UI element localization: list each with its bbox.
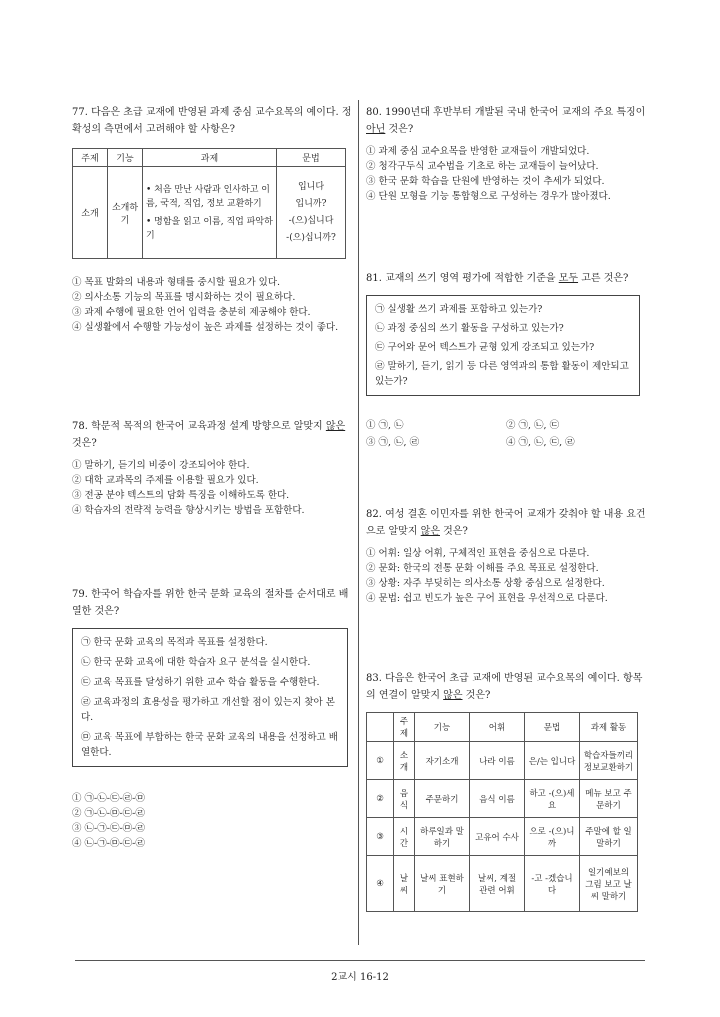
q82-options xyxy=(366,546,646,606)
stem-text: 것은? xyxy=(72,438,97,449)
box-item: ㉣ 말하기, 듣기, 읽기 등 다른 영역과의 통합 활동이 제안되고 있는가? xyxy=(375,361,629,387)
question-83 xyxy=(366,670,646,912)
table-header: 기능 xyxy=(108,149,143,167)
grammar-item: -(으)십니까? xyxy=(286,232,336,243)
answer-option[interactable]: ④ 학습자의 전략적 능력을 향상시키는 방법을 포함한다. xyxy=(72,505,305,516)
footer-divider xyxy=(75,960,645,961)
q79-options xyxy=(72,791,352,851)
table-row xyxy=(367,780,638,818)
table-row xyxy=(367,856,638,912)
stem-text: 78. 학문적 목적의 한국어 교육과정 설계 방향으로 알맞지 xyxy=(72,421,326,432)
table-cell: 으로 -(으)니까 xyxy=(525,818,580,856)
stem-text: 고른 것은? xyxy=(578,273,629,284)
answer-option[interactable]: ③ ㉡-㉠-㉢-㉤-㉣ xyxy=(72,823,145,834)
q81-criteria-box xyxy=(366,295,640,396)
answer-option[interactable]: ① ㉠, ㉡ xyxy=(366,420,404,431)
table-header: 문법 xyxy=(525,713,580,742)
task-item: • 처음 만난 사람과 인사하고 이름, 국적, 직업, 정보 교환하기 xyxy=(146,184,270,209)
grammar-item: 입니까? xyxy=(295,198,327,209)
table-cell: 은/는 입니다 xyxy=(525,742,580,780)
question-82 xyxy=(366,506,646,606)
question-77-stem: 77. 다음은 초급 교재에 반영된 과제 중심 교수요목의 예이다. 정확성의 측면에서 고려해야 할 사항은? xyxy=(72,107,352,135)
stem-text: 것은? xyxy=(440,526,468,537)
table-row xyxy=(367,742,638,780)
stem-emphasis: 않은 xyxy=(325,421,346,432)
q77-options xyxy=(72,275,352,335)
table-cell[interactable]: ① xyxy=(367,742,394,780)
stem-text: 80. 1990년대 후반부터 개발된 국내 한국어 교재의 주요 특징이 xyxy=(366,107,646,118)
table-cell: 소개하기 xyxy=(108,167,143,259)
answer-option[interactable]: ③ 전공 분야 텍스트의 담화 특징을 이해하도록 한다. xyxy=(72,490,290,501)
stem-emphasis: 아닌 xyxy=(366,124,386,135)
question-79-stem: 79. 한국어 학습자를 위한 한국 문화 교육의 절차를 순서대로 배열한 것은? xyxy=(72,589,349,617)
answer-option[interactable]: ④ 문법: 쉽고 빈도가 높은 구어 표현을 우선적으로 다룬다. xyxy=(366,593,608,604)
table-cell[interactable]: ② xyxy=(367,780,394,818)
table-cell: 고유어 수사 xyxy=(470,818,525,856)
table-header: 문법 xyxy=(277,149,346,167)
box-item: ㉠ 한국 문화 교육의 목적과 목표를 설정한다. xyxy=(81,637,268,648)
box-item: ㉡ 한국 문화 교육에 대한 학습자 요구 분석을 실시한다. xyxy=(81,657,311,668)
table-cell xyxy=(143,167,277,259)
table-header: 주제 xyxy=(73,149,108,167)
answer-option[interactable]: ④ 단원 모형을 기능 통합형으로 구성하는 경우가 많아졌다. xyxy=(366,191,611,202)
answer-option[interactable]: ③ 과제 수행에 필요한 언어 입력을 충분히 제공해야 한다. xyxy=(72,307,311,318)
stem-text: 것은? xyxy=(385,124,414,135)
q80-options xyxy=(366,144,646,204)
table-cell: 자기소개 xyxy=(415,742,470,780)
table-header: 어휘 xyxy=(470,713,525,742)
question-81-stem xyxy=(366,270,646,287)
left-column xyxy=(72,104,352,849)
answer-option[interactable]: ④ ㉠, ㉡, ㉢, ㉣ xyxy=(506,437,575,448)
table-row xyxy=(367,818,638,856)
question-79 xyxy=(72,586,352,851)
table-cell[interactable]: ④ xyxy=(367,856,394,912)
q78-options xyxy=(72,458,352,518)
table-cell: 날씨 xyxy=(394,856,415,912)
answer-option[interactable]: ② 대학 교과목의 주제를 이용할 필요가 있다. xyxy=(72,475,259,486)
stem-emphasis: 모두 xyxy=(558,273,579,284)
answer-option[interactable]: ① 과제 중심 교수요목을 반영한 교재들이 개발되었다. xyxy=(366,146,590,157)
box-item: ㉠ 실생활 쓰기 과제를 포함하고 있는가? xyxy=(375,304,543,315)
box-item: ㉤ 교육 목표에 부합하는 한국 문화 교육의 내용을 선정하고 배열한다. xyxy=(81,732,338,758)
answer-option[interactable]: ③ 상황: 자주 부딪히는 의사소통 상황 중심으로 설정한다. xyxy=(366,578,605,589)
question-80 xyxy=(366,104,646,204)
table-header: 주제 xyxy=(394,713,415,742)
table-cell: 날씨 표현하기 xyxy=(415,856,470,912)
box-item: ㉢ 구어와 문어 텍스트가 균형 있게 강조되고 있는가? xyxy=(375,342,595,353)
question-82-stem xyxy=(366,506,646,540)
question-78-stem xyxy=(72,418,352,452)
table-cell: -고 -겠습니다 xyxy=(525,856,580,912)
table-cell: 메뉴 보고 주문하기 xyxy=(580,780,638,818)
stem-emphasis: 않은 xyxy=(420,526,440,537)
answer-option[interactable]: ④ 실생활에서 수행할 가능성이 높은 과제를 설정하는 것이 좋다. xyxy=(72,322,339,333)
q79-steps-box xyxy=(72,628,348,767)
right-column xyxy=(366,104,646,902)
table-header: 기능 xyxy=(415,713,470,742)
answer-option[interactable]: ② 청각구두식 교수법을 기초로 하는 교재들이 늘어났다. xyxy=(366,161,599,172)
answer-option[interactable]: ② ㉠, ㉡, ㉢ xyxy=(506,420,560,431)
table-header: 과제 xyxy=(143,149,277,167)
answer-option[interactable]: ③ 한국 문화 학습을 단원에 반영하는 것이 추세가 되었다. xyxy=(366,176,605,187)
table-header: 과제 활동 xyxy=(580,713,638,742)
page-footer: 2교시 16-12 xyxy=(331,972,389,983)
q77-syllabus-table xyxy=(72,148,346,259)
stem-emphasis: 않은 xyxy=(443,690,463,701)
answer-option[interactable]: ④ ㉡-㉠-㉤-㉢-㉣ xyxy=(72,838,145,849)
stem-text: 것은? xyxy=(462,690,491,701)
table-cell: 나라 이름 xyxy=(470,742,525,780)
table-cell: 날씨, 계절 관련 어휘 xyxy=(470,856,525,912)
table-cell: 하루일과 말하기 xyxy=(415,818,470,856)
question-78 xyxy=(72,418,352,518)
stem-text: 81. 교재의 쓰기 영역 평가에 적합한 기준을 xyxy=(366,273,559,284)
stem-text: 82. 여성 결혼 이민자를 위한 한국어 교재가 갖춰야 할 내용 요건으로 알맞지 xyxy=(366,509,646,537)
column-divider xyxy=(358,100,359,945)
question-83-stem xyxy=(366,670,646,704)
box-item: ㉡ 과정 중심의 쓰기 활동을 구성하고 있는가? xyxy=(375,323,564,334)
answer-option[interactable]: ② 문화: 한국의 전통 문화 이해를 주요 목표로 설정한다. xyxy=(366,563,599,574)
table-cell: 학습자들끼리 정보교환하기 xyxy=(580,742,638,780)
table-cell: 소개 xyxy=(73,167,108,259)
table-cell: 시간 xyxy=(394,818,415,856)
question-81 xyxy=(366,270,646,450)
table-cell: 소개 xyxy=(394,742,415,780)
grammar-item: 입니다 xyxy=(297,181,325,192)
box-item: ㉢ 교육 목표를 달성하기 위한 교수 학습 활동을 수행한다. xyxy=(81,677,320,688)
table-cell: 주말에 할 일 말하기 xyxy=(580,818,638,856)
grammar-item: -(으)십니다 xyxy=(288,215,334,226)
answer-option[interactable]: ① ㉠-㉡-㉢-㉣-㉤ xyxy=(72,793,145,804)
answer-option[interactable]: ① 어휘: 일상 어휘, 구체적인 표현을 중심으로 다룬다. xyxy=(366,548,590,559)
table-cell xyxy=(277,167,346,259)
answer-option[interactable]: ② 의사소통 기능의 목표를 명시화하는 것이 필요하다. xyxy=(72,292,296,303)
question-77 xyxy=(72,104,352,335)
table-cell: 하고 -(으)세요 xyxy=(525,780,580,818)
task-item: • 명함을 읽고 이름, 직업 파악하기 xyxy=(146,216,273,241)
table-cell: 음식 xyxy=(394,780,415,818)
answer-option[interactable]: ② ㉠-㉡-㉤-㉢-㉣ xyxy=(72,808,145,819)
question-80-stem xyxy=(366,104,646,138)
stem-text: 83. 다음은 한국어 초급 교재에 반영된 교수요목의 예이다. 항목의 연결이 알맞지 xyxy=(366,673,643,701)
answer-option[interactable]: ① 말하기, 듣기의 비중이 강조되어야 한다. xyxy=(72,460,250,471)
table-cell: 음식 이름 xyxy=(470,780,525,818)
answer-option[interactable]: ③ ㉠, ㉡, ㉣ xyxy=(366,437,420,448)
q83-syllabus-table xyxy=(366,712,638,912)
table-cell: 주문하기 xyxy=(415,780,470,818)
table-cell: 일기예보의 그림 보고 날씨 말하기 xyxy=(580,856,638,912)
box-item: ㉣ 교육과정의 효용성을 평가하고 개선할 점이 있는지 찾아 본다. xyxy=(81,697,335,723)
table-cell[interactable]: ③ xyxy=(367,818,394,856)
q81-options xyxy=(366,418,646,450)
table-header xyxy=(367,713,394,742)
answer-option[interactable]: ① 목표 발화의 내용과 형태를 중시할 필요가 있다. xyxy=(72,277,281,288)
